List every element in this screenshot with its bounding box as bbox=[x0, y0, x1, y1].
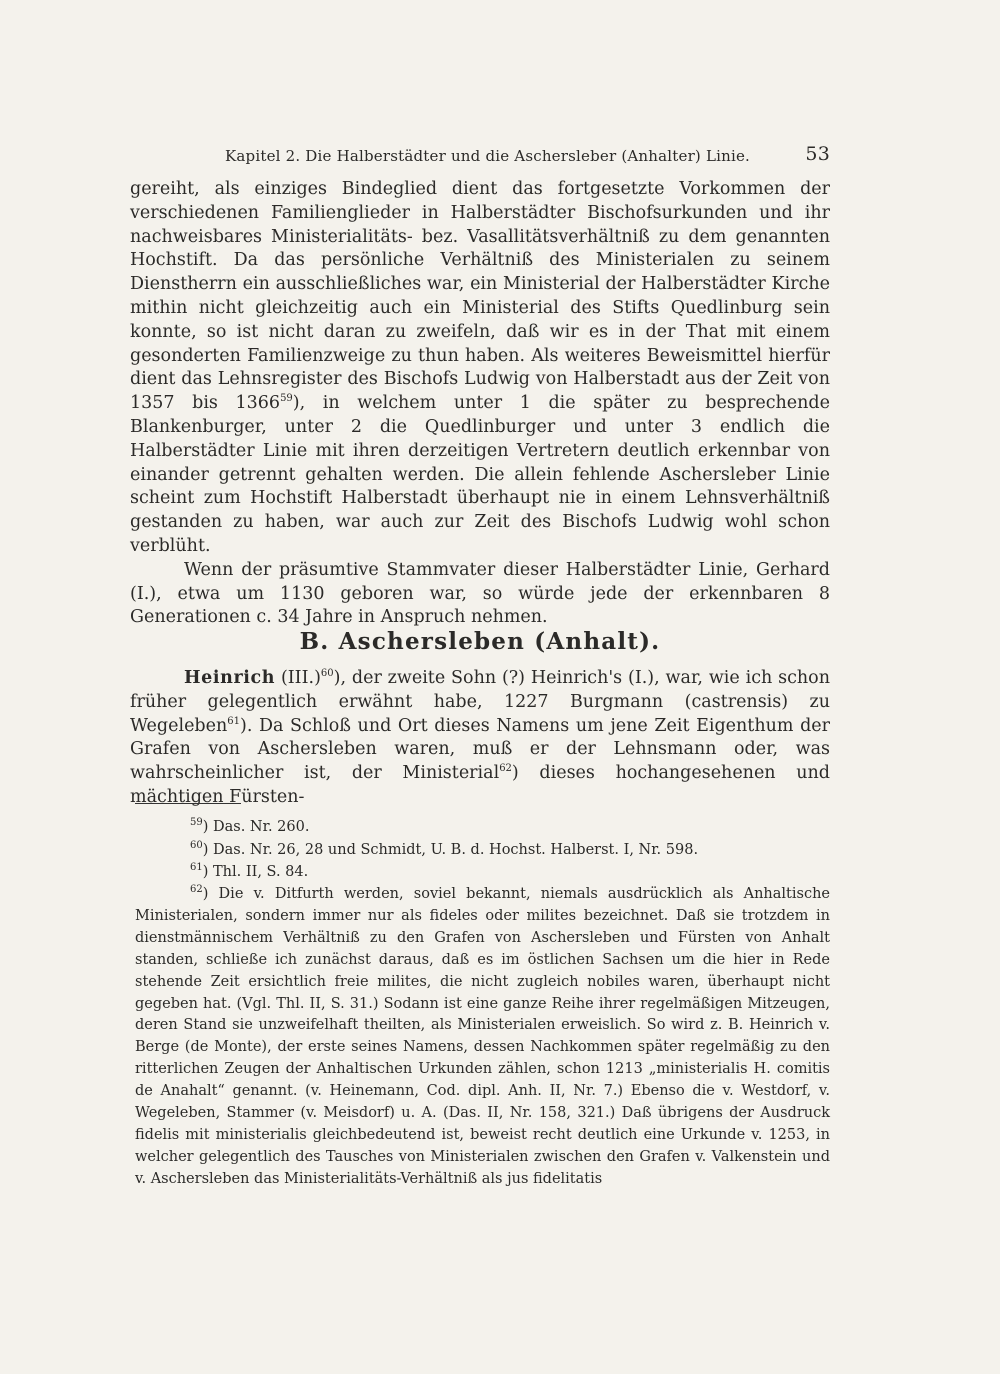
section-heading: B. Aschersleben (Anhalt). bbox=[299, 628, 661, 655]
footnote-ref: 60 bbox=[320, 668, 334, 680]
footnote-mark: 60 bbox=[190, 840, 203, 852]
footnote-ref: 62 bbox=[499, 763, 512, 775]
person-name: Heinrich bbox=[184, 668, 276, 688]
paragraph-text: ), in welchem unter 1 die später zu besprechende Blankenburger, unter 2 die Quedlinburger und unter 3 endlich die Halberstädter Linie mit ihren derzeitigen Vertretern deutlich erkennbar von einander getrennt gehalten werden. Die allein fehlende Aschersleber Linie scheint zum Hochstift Halberstadt überhaupt nie in einem Lehnsverhältniß gestanden zu haben, war auch zur Zeit des Bischofs Ludwig wohl schon verblüht. bbox=[130, 393, 830, 556]
footnote-ref: 61 bbox=[227, 715, 240, 727]
paragraph-text: (III.) bbox=[275, 668, 321, 688]
footnote-ref: 59 bbox=[280, 393, 293, 405]
footnote-rule bbox=[135, 803, 241, 804]
footnote bbox=[190, 862, 308, 882]
main-text bbox=[130, 178, 830, 630]
paragraph: Wenn der präsumtive Stammvater dieser Halberstädter Linie, Gerhard (I.), etwa um 1130 geboren war, so würde jede der erkennbaren 8 Generationen c. 34 Jahre in Anspruch nehmen. bbox=[130, 559, 830, 628]
paragraph-text: ) dieses hochangesehenen und mächtigen Fürsten- bbox=[130, 763, 830, 807]
footnote bbox=[190, 817, 309, 837]
footnote bbox=[135, 884, 830, 1191]
paragraph-text: ). Da Schloß und Ort dieses Namens um jene Zeit Eigenthum der Grafen von Aschersleben waren, muß er der Lehnsmann oder, was wahrscheinlicher ist, der Ministerial bbox=[130, 715, 830, 784]
footnote bbox=[190, 840, 698, 860]
footnote-mark: 59 bbox=[190, 817, 203, 829]
footnote-text: ) Thl. II, S. 84. bbox=[202, 864, 309, 880]
section-text bbox=[130, 667, 830, 810]
running-head-title: Kapitel 2. Die Halberstädter und die Aschersleber (Anhalter) Linie. bbox=[225, 147, 751, 165]
footnote-text: ) Die v. Ditfurth werden, soviel bekannt, niemals ausdrücklich als Anhaltische Ministerialen, sondern immer nur als fideles oder milites bezeichnet. Daß sie trotzdem in dienstmännischem Verhältniß zu den Grafen von Aschersleben und Fürsten von Anhalt standen, schließe ich zunächst daraus, daß es im östlichen Sachsen um die hier in Rede stehende Zeit ersichtlich freie milites, die nicht zugleich nobiles waren, überhaupt nicht gegeben hat. (Vgl. Thl. II, S. 31.) Sodann ist eine ganze Reihe ihrer regelmäßigen Mitzeugen, deren Stand sie unzweifelhaft theilten, als Ministerialen erweislich. So wird z. B. Heinrich v. Berge (de Monte), der erste seines Namens, dessen Nachkommen später regelmäßig zu den ritterlichen Zeugen der Anhaltischen Urkunden zählen, schon 1213 „ministerialis H. comitis de Anahalt“ genannt. (v. Heinemann, Cod. dipl. Anh. II, Nr. 7.) Ebenso die v. Westdorf, v. Wegeleben, Stammer (v. Meisdorf) u. A. (Das. II, Nr. 158, 321.) Daß übrigens der Ausdruck fidelis mit ministerialis gleichbedeutend ist, beweist recht deutlich eine Urkunde v. 1253, in welcher gelegentlich des Tausches von Ministerialen zwischen den Grafen v. Valkenstein und v. Aschersleben das Ministerialitäts-Verhältniß als jus fidelitatis bbox=[135, 886, 830, 1187]
page-number: 53 bbox=[805, 143, 830, 165]
footnote-mark: 61 bbox=[190, 862, 203, 874]
footnote-text: ) Das. Nr. 260. bbox=[202, 819, 310, 835]
footnote-mark: 62 bbox=[190, 884, 203, 896]
footnote-text: ) Das. Nr. 26, 28 und Schmidt, U. B. d. Hochst. Halberst. I, Nr. 598. bbox=[202, 842, 699, 858]
paragraph bbox=[130, 178, 830, 559]
paragraph-text: ), der zweite Sohn (?) Heinrich's (I.), war, wie ich schon früher gelegentlich erwähnt habe, 1227 Burgmann (castrensis) zu Wegeleben bbox=[130, 668, 830, 736]
paragraph bbox=[130, 667, 830, 810]
paragraph-text: gereiht, als einziges Bindeglied dient das fortgesetzte Vorkommen der verschiedenen Familienglieder in Halberstädter Bischofsurkunden und ihr nachweisbares Ministerialitäts- bez. Vasallitätsverhältniß zu dem genannten Hochstift. Da das persönliche Verhältniß des Ministerialen zu seinem Dienstherrn ein ausschließliches war, ein Ministerial der Halberstädter Kirche mithin nicht gleichzeitig auch ein Ministerial des Stifts Quedlinburg sein konnte, so ist nicht daran zu zweifeln, daß wir es in der That mit einem gesonderten Familienzweige zu thun haben. Als weiteres Beweismittel hierfür dient das Lehnsregister des Bischofs Ludwig von Halberstadt aus der Zeit von 1357 bis 1366 bbox=[130, 179, 830, 414]
footnote-paragraph bbox=[135, 884, 830, 1191]
running-head bbox=[130, 143, 830, 169]
